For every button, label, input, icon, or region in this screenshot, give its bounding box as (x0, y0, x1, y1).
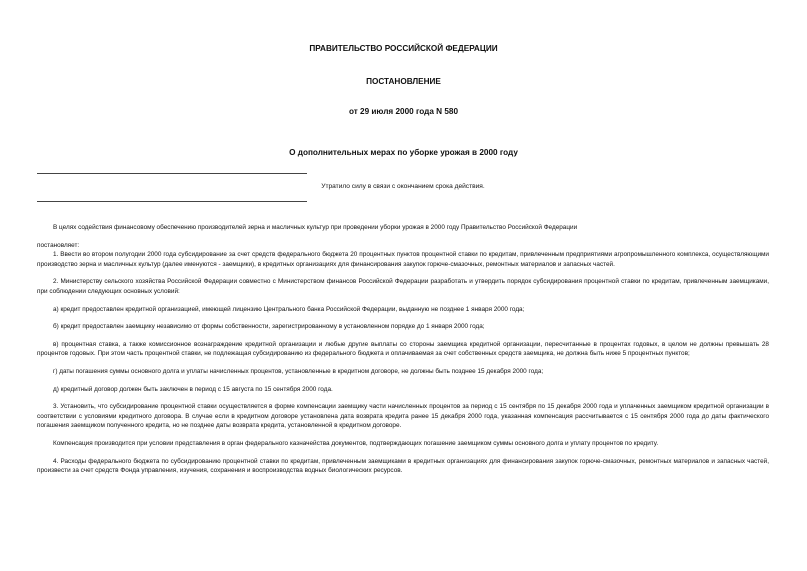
status-note: Утратило силу в связи с окончанием срока действия. (321, 183, 485, 190)
rule-bottom (37, 201, 307, 202)
clause-2d: г) даты погашения суммы основного долга и уплаты начисленных процентов, установленные в кредитном договоре, не должны быть позднее 15 декабря 2000 года; (53, 367, 544, 375)
clause-2b: б) кредит предоставлен заемщику независимо от формы собственности, зарегистрированному в установленном порядке до 1 января 2000 года; (53, 323, 485, 331)
clause-2e: д) кредитный договор должен быть заключен в период с 15 августа по 15 сентября 2000 года. (53, 385, 333, 393)
rule-top (37, 173, 307, 174)
clause-3: 3. Установить, что субсидирование процентной ставки осуществляется в форме компенсации заемщику части начисленных процентов за период с 15 сентября по 15 декабря 2000 года и уплаченных заемщиком кредитной организации в соответствии с условиями кредитного договора. В случае если в кредитном договоре установлена дата возврата кредита ранее 15 декабря 2000 года, указанная компенсация рассчитывается с 15 сентября 2000 года до даты фактического погашения заемщиком полученного кредита, но не позднее даты возврата кредита, установленной в кредитном договоре. (37, 403, 769, 430)
resolution-word: постановляет: (37, 241, 80, 249)
document-date-number: от 29 июля 2000 года N 580 (348, 107, 459, 116)
clause-2: 2. Министерству сельского хозяйства Российской Федерации совместно с Министерством финансов Российской Федерации разработать и утвердить порядок субсидирования процентной ставки по кредитам, привлеченным заемщиками, при соблюдении следующих основных условий: (37, 278, 769, 295)
clause-2c: в) процентная ставка, а также комиссионное вознаграждение кредитной организации и любые другие выплаты со стороны заемщика кредитной организации, пересчитанные в процентах годовых, в целом не должны превышать 28 процентов годовых. При этом часть процентной ставки, не подлежащая субсидированию из федерального бюджета и оплачиваемая за счет собственных средств заемщика, не должна быть ниже 5 процентных пунктов; (37, 340, 769, 358)
document-type: ПОСТАНОВЛЕНИЕ (366, 77, 441, 86)
compensation-paragraph: Компенсация производится при условии представления в орган федерального казначейства документов, подтверждающих погашение заемщиком суммы основного долга и уплату процентов по кредиту. (53, 439, 659, 447)
document-title: О дополнительных мерах по уборке урожая в 2000 году (289, 148, 518, 157)
government-heading: ПРАВИТЕЛЬСТВО РОССИЙСКОЙ ФЕДЕРАЦИИ (309, 44, 498, 53)
clause-1: 1. Ввести во втором полугодии 2000 года субсидирование за счет средств федерального бюджета 20 процентных пунктов процентной ставки по кредитам, привлеченным предприятиями агропромышленного комплекса, осуществляющими производство зерна и масличных культур (далее именуются - заемщики), в кредитных организациях для финансирования закупок горюче-смазочных, ремонтных материалов и запасных частей. (37, 251, 769, 268)
preamble-paragraph: В целях содействия финансовому обеспечению производителей зерна и масличных культур при проведении уборки урожая в 2000 году Правительство Российской Федерации (53, 224, 578, 231)
document-body (37, 223, 769, 476)
clause-4: 4. Расходы федерального бюджета по субсидированию процентной ставки по кредитам, привлеченным заемщиками в кредитных организациях для финансирования закупок горюче-смазочных, ремонтных материалов и запасных частей, произвести за счет средств Фонда управления, изучения, сохранения и воспроизводства водных биологических ресурсов. (37, 457, 769, 475)
clause-2a: а) кредит предоставлен кредитной организацией, имеющей лицензию Центрального банка Российской Федерации, выданную не позднее 1 января 2000 года; (53, 305, 525, 313)
